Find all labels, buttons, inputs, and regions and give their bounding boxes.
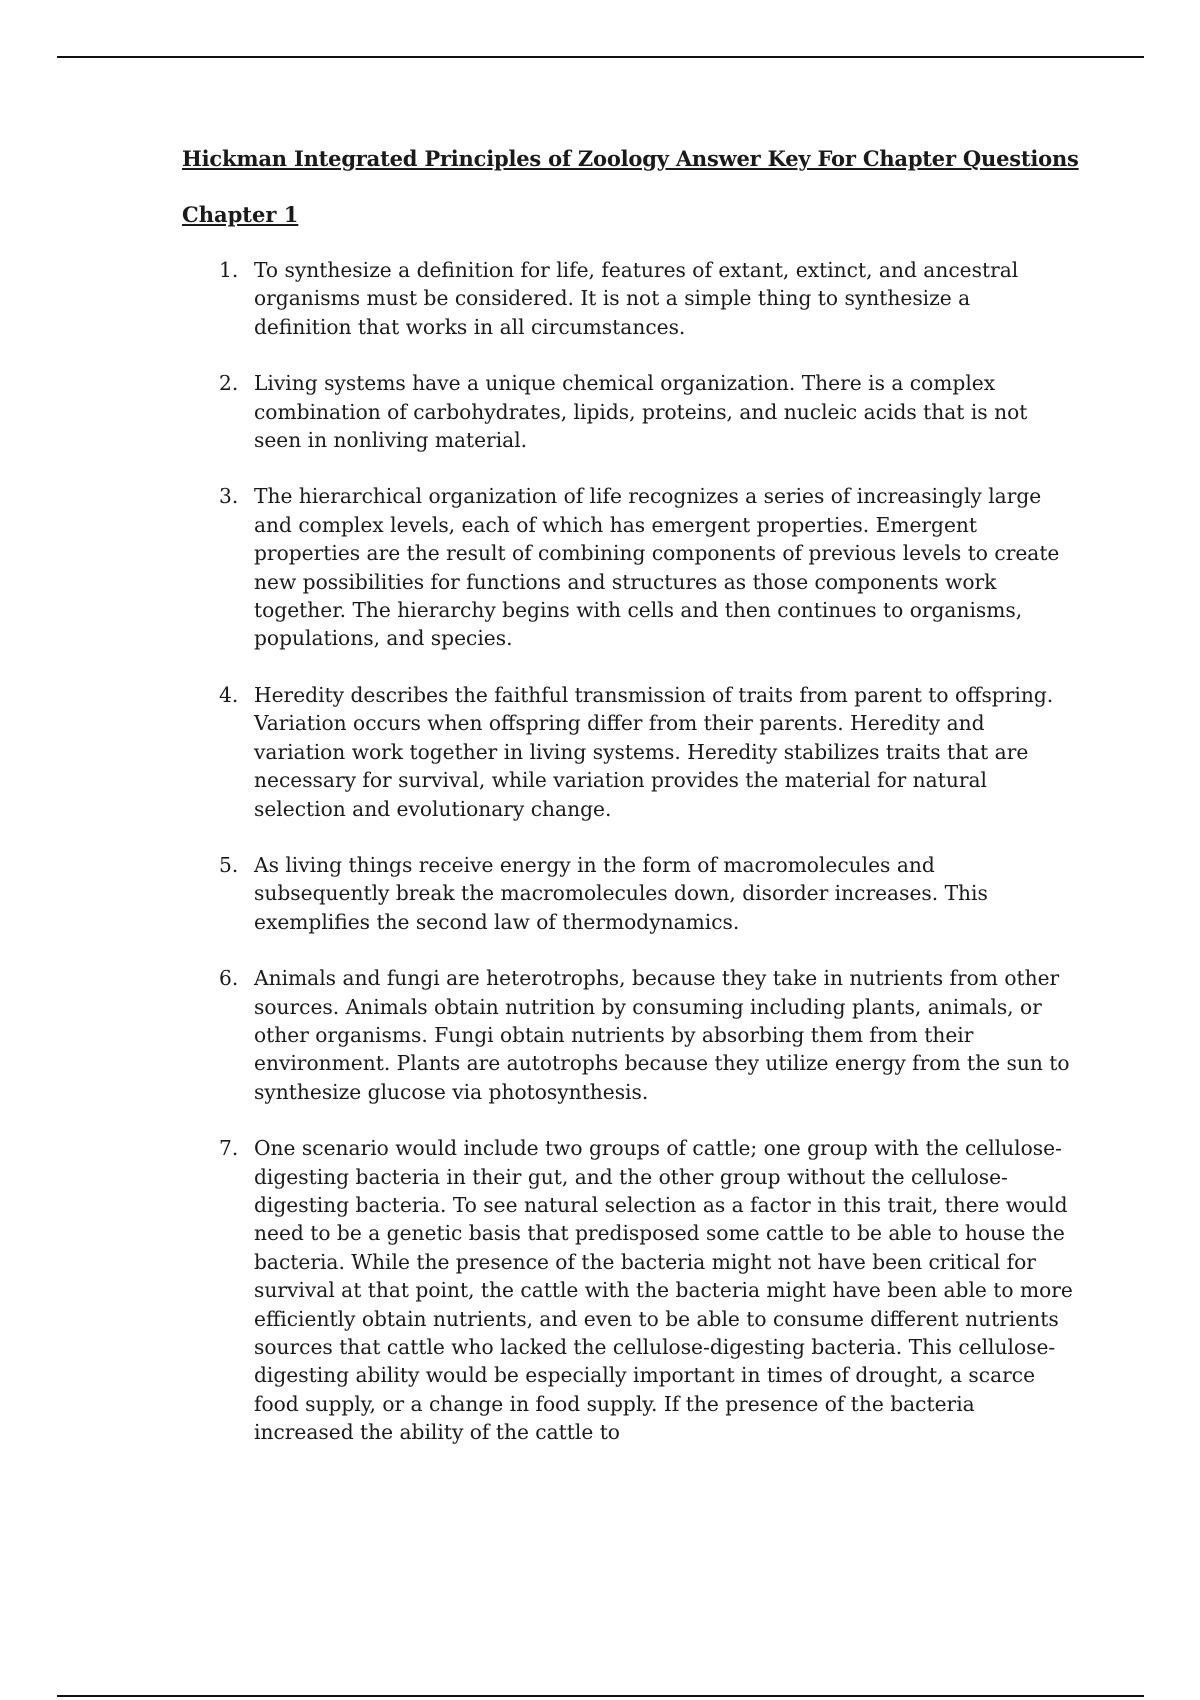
answer-number: 5. (219, 852, 239, 877)
answer-number: 4. (219, 682, 239, 707)
answer-number: 2. (219, 371, 239, 396)
answer-text: As living things receive energy in the form of macromolecules and subsequently break the macromolecules down, disorder increases. This exemplifies the second law of thermodynamics. (254, 852, 988, 934)
answer-text: Animals and fungi are heterotrophs, because they take in nutrients from other sources. Animals obtain nutrition by consuming including plants, animals, or other organisms. Fungi obtain nutrients by absorbing them from their environment. Plants are autotrophs because they utilize energy from the sun to synthesize glucose via photosynthesis. (254, 966, 1070, 1104)
answer-text: Living systems have a unique chemical organization. There is a complex combination of carbohydrates, lipids, proteins, and nucleic acids that is not seen in nonliving material. (254, 371, 1028, 453)
document-body (182, 144, 1079, 1475)
answer-item-5 (182, 851, 1062, 936)
document-title: Hickman Integrated Principles of Zoology Answer Key For Chapter Questions (182, 146, 1079, 171)
bottom-horizontal-rule (57, 1695, 1144, 1697)
answer-text: One scenario would include two groups of cattle; one group with the cellulose-digesting bacteria in their gut, and the other group without the cellulose-digesting bacteria. To see natural selection as a factor in this trait, there would need to be a genetic basis that predisposed some cattle to be able to house the bacteria. While the presence of the bacteria might not have been critical for survival at that point, the cattle with the bacteria might have been able to more efficiently obtain nutrients, and even to be able to consume different nutrients sources that cattle who lacked the cellulose-digesting bacteria. This cellulose-digesting ability would be especially important in times of drought, a scarce food supply, or a change in food supply. If the presence of the bacteria increased the ability of the cattle to (254, 1136, 1073, 1445)
answer-item-2 (182, 369, 1062, 454)
answer-number: 6. (219, 966, 239, 991)
answer-text: To synthesize a definition for life, features of extant, extinct, and ancestral organisms must be considered. It is not a simple thing to synthesize a definition that works in all circumstances. (254, 258, 1019, 339)
top-horizontal-rule (57, 56, 1144, 58)
answer-item-6 (182, 964, 1070, 1106)
answer-text: The hierarchical organization of life recognizes a series of increasingly large and complex levels, each of which has emergent properties. Emergent properties are the result of combining components of previous levels to create new possibilities for functions and structures as those components work together. The hierarchy begins with cells and then continues to organisms, populations, and species. (254, 484, 1060, 651)
answer-item-7 (182, 1134, 1073, 1446)
answer-number: 1. (219, 258, 239, 282)
chapter-heading: Chapter 1 (182, 202, 299, 227)
answer-list (182, 256, 1073, 1447)
answer-text: Heredity describes the faithful transmission of traits from parent to offspring. Variation occurs when offspring differ from their parents. Heredity and variation work together in living systems. Heredity stabilizes traits that are necessary for survival, while variation provides the material for natural selection and evolutionary change. (254, 682, 1054, 821)
answer-item-3 (182, 482, 1062, 652)
answer-number: 3. (219, 484, 239, 509)
answer-item-1 (182, 256, 1062, 341)
answer-number: 7. (219, 1136, 239, 1161)
answer-item-4 (182, 681, 1062, 823)
